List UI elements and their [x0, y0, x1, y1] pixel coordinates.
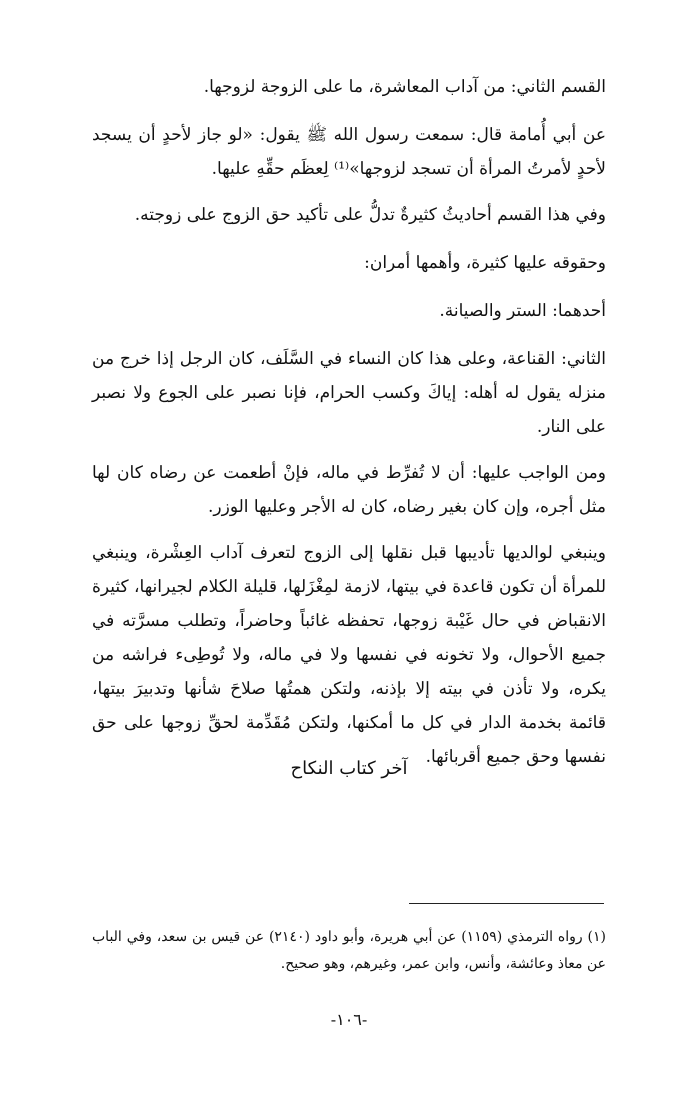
paragraph-second-matter: الثاني: القناعة، وعلى هذا كان النساء في السَّلَف، كان الرجل إذا خرج من منزله يقول له أهله: إياكَ وكسب الحرام، فإنا نصبر على الجوع ولا نصبر على النار. — [92, 349, 606, 437]
paragraph-first-matter: أحدهما: الستر والصيانة. — [439, 301, 606, 321]
footnote — [92, 924, 606, 978]
footnote-divider — [409, 903, 604, 904]
paragraph-two-matters: وحقوقه عليها كثيرة، وأهمها أمران: — [364, 253, 606, 273]
section-heading-paragraph: القسم الثاني: من آداب المعاشرة، ما على الزوجة لزوجها. — [203, 77, 606, 97]
paragraph-husband-rights: وفي هذا القسم أحاديثُ كثيرةٌ تدلُّ على تأكيد حق الزوج على زوجته. — [134, 205, 606, 225]
page-number: -١٠٦- — [330, 1010, 368, 1029]
paragraph-obligation: ومن الواجب عليها: أن لا تُفرِّط في ماله، فإنْ أطعمت عن رضاه كان لها مثل أجره، وإن كان بغير رضاه، كان له الأجر وعليها الوزر. — [92, 463, 606, 517]
body-text — [92, 70, 606, 786]
closing-title: آخر كتاب النكاح — [290, 758, 408, 779]
hadith-paragraph: عن أبي أُمامة قال: سمعت رسول الله ﷺ يقول: «لو جاز لأحدٍ أن يسجد لأحدٍ لأمرتُ المرأة أن تسجد لزوجها»⁽¹⁾ لِعظَم حقِّهِ عليها. — [92, 125, 606, 179]
footnote-text: (١) رواه الترمذي (١١٥٩) عن أبي هريرة، وأبو داود (٢١٤٠) عن قيس بن سعد، وفي الباب عن معاذ وعائشة، وأنس، وابن عمر، وغيرهم، وهو صحيح. — [92, 929, 606, 972]
paragraph-upbringing: وينبغي لوالديها تأديبها قبل نقلها إلى الزوج لتعرف آداب العِشْرة، وينبغي للمرأة أن تكون قاعدة في بيتها، لازمة لمِغْزَلها، قليلة الكلام لجيرانها، كثيرة الانقباض في حال غَيْبة زوجها، تحفظه غائباً وحاضراً، وتطلب مسرَّته في جميع الأحوال، ولا تخونه في نفسها ولا في ماله، ولا تُوطِىء فراشه من يكره، ولا تأذن في بيته إلا بإذنه، ولتكن همتُها صلاحَ شأنها وتدبيرَ بيتها، قائمة بخدمة الدار في كل ما أمكنها، ولتكن مُقَدِّمة لحقِّ زوجها على حق نفسها وحق جميع أقربائها. — [92, 543, 606, 767]
